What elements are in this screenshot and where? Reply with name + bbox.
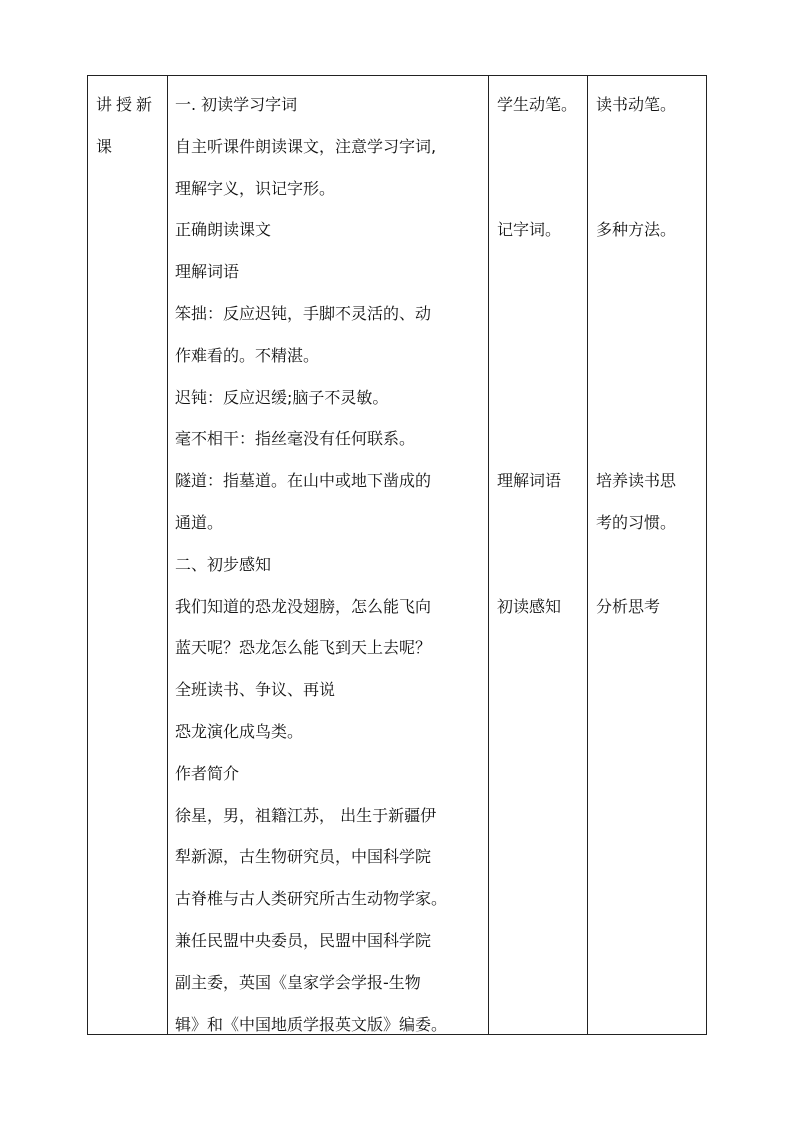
student-activity-line [497,251,587,293]
content-line: 犁新源，古生物研究员，中国科学院 [175,847,432,867]
student-activity-line: 初读感知 [497,596,562,616]
stage-label-line: 课 [96,136,117,156]
content-line: 二、初步感知 [175,554,272,574]
student-activity-line [497,544,587,586]
content-line: 全班读书、争议、再说 [175,680,336,700]
column-divider [587,76,588,1034]
content-line: 徐星，男，祖籍江苏， 出生于新疆伊 [175,805,437,825]
content-line: 理解词语 [175,262,240,282]
content-line: 作难看的。不精湛。 [175,345,320,365]
stage-label-line: 讲授新 [96,95,157,114]
content-line: 一. 初读学习字词 [175,95,298,114]
content-line: 我们知道的恐龙没翅膀，怎么能飞向 [175,596,432,616]
student-activity-line [497,126,587,168]
content-line: 兼任民盟中央委员，民盟中国科学院 [175,930,432,950]
content-line: 通道。 [175,512,224,532]
design-intent-line [596,293,706,335]
content-line: 作者简介 [175,763,240,783]
content-line: 笨拙：反应迟钝，手脚不灵活的、动 [175,303,432,323]
student-activity-line: 理解词语 [497,471,562,491]
student-activity-line [497,335,587,377]
design-intent-line [596,418,706,460]
design-intent-line: 读书动笔。 [596,95,677,114]
design-intent-line: 考的习惯。 [596,512,677,532]
content-line: 隧道：指墓道。在山中或地下凿成的 [175,471,432,491]
stage-column [96,84,164,168]
student-activity-line [497,418,587,460]
content-line: 理解字义，识记字形。 [175,178,336,198]
design-intent-column [596,84,706,627]
design-intent-line [596,168,706,210]
content-line: 正确朗读课文 [175,220,272,240]
design-intent-line [596,377,706,419]
design-intent-line [596,126,706,168]
content-line: 毫不相干：指丝毫没有任何联系。 [175,429,416,449]
content-line: 自主听课件朗读课文，注意学习字词, [175,136,437,156]
design-intent-line [596,544,706,586]
content-line: 辑》和《中国地质学报英文版》编委。 [175,1014,448,1034]
student-activity-line [497,502,587,544]
student-activity-line: 学生动笔。 [497,95,578,114]
design-intent-line [596,335,706,377]
content-line: 副主委，英国《皇家学会学报-生物 [175,972,421,992]
design-intent-line: 培养读书思 [596,471,677,491]
design-intent-line: 多种方法。 [596,220,677,240]
column-divider [167,76,168,1034]
teaching-content-column [175,84,489,1045]
design-intent-line: 分析思考 [596,596,661,616]
student-activity-line: 记字词。 [497,220,562,240]
content-line: 恐龙演化成鸟类。 [175,721,304,741]
lesson-plan-table [87,75,707,1035]
content-line: 蓝天呢？恐龙怎么能飞到天上去呢？ [175,638,432,658]
student-activity-column [497,84,587,627]
design-intent-line [596,251,706,293]
content-line: 古脊椎与古人类研究所古生动物学家。 [175,889,448,909]
student-activity-line [497,168,587,210]
student-activity-line [497,377,587,419]
content-line: 迟钝：反应迟缓;脑子不灵敏。 [175,387,389,407]
student-activity-line [497,293,587,335]
